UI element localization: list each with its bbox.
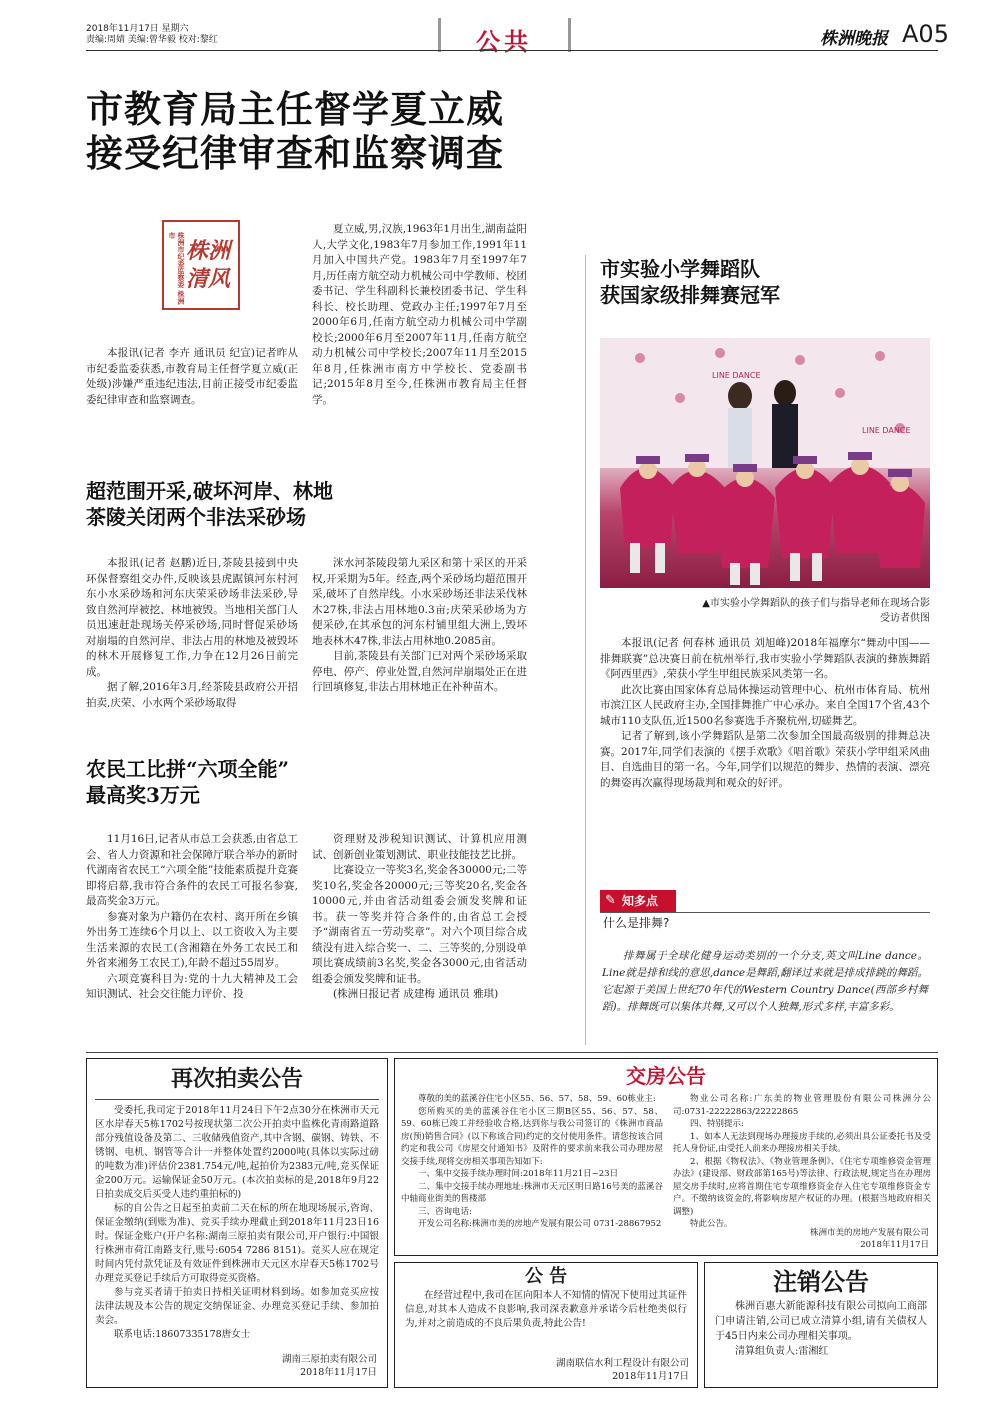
sand-paragraph: 据了解,2016年3月,经茶陵县政府公开招拍卖,庆荣、小水两个采砂场取得 <box>86 681 298 709</box>
know-more-label: 知多点 <box>622 894 659 908</box>
lead-headline-line1: 市教育局主任督学夏立威 <box>86 88 504 131</box>
apology-notice <box>394 1262 698 1388</box>
housing-paragraph: 您所购买的美的蓝溪谷住宅小区三期B区55、56、57、58、59、60栋已竣工并经验收合格,达到你与我公司签订的《株洲市商品房(预)销售合同》(以下称该合同)约定的交付使用条件。请您按该合同约定和我公司《房屋交付通知书》及附件的要求前来我公司办理房屋交接手续,现将交房相关事项告知如下: <box>401 1106 663 1167</box>
housing-paragraph: 四、特别提示: <box>690 1119 744 1129</box>
housing-date: 2018年11月17日 <box>860 1240 929 1250</box>
apology-title: 公 告 <box>524 1266 568 1287</box>
auction-paragraph: 标的自公告之日起至拍卖前二天在标的所在地现场展示,咨询、保证金缴纳(到账为准)、竞买手续办理截止到2018年11月23日16时。保证金账户(开户名称:湖南三原拍卖有限公司,开户银行:中国银行株洲市荷江南路支行,账号:6054 7286 8151)。竞买人应在规定时间内凭付款凭证及有效证件到株洲市天元区水岸春天5栋1702号办理竞买登记手续后方可取得竞买资格。 <box>95 1203 379 1284</box>
worker-paragraph: 比赛设立一等奖3名,奖金各30000元;二等奖10名,奖金各20000元;三等奖20名,奖金各10000元,并由省活动组委会颁发奖牌和证书。获一等奖并符合条件的,由省总工会授予“湖南省五一劳动奖章”。对六个项目综合成绩没有进入综合奖一、二、三等奖的,分别设单项比赛成绩前3名奖,奖金各3000元,由省活动组委会颁发奖牌和证书。 <box>312 864 527 985</box>
worker-headline-line1: 农民工比拼“六项全能” <box>86 757 290 781</box>
know-more-badge <box>600 890 676 912</box>
housing-signer: 株洲市美的房地产发展有限公司 <box>809 1228 929 1238</box>
sand-paragraph: 洣水河茶陵段第九采区和第十采区的开采权,开采期为5年。经查,两个采砂场均超范围开采,破坏了自然岸线。小水采砂场还非法采伐林木27株,非法占用林地0.3亩;庆荣采砂场为方便采砂,在其承包的河东村铺里组大洲上,毁坏地表林木47株,非法占用林地0.2085亩。 <box>312 557 527 647</box>
worker-paragraph: 资理财及涉税知识测试、计算机应用测试、创新创业策划测试、职业技能技艺比拼。 <box>312 833 527 861</box>
dance-paragraph: 记者了解到,该小学舞蹈队是第二次参加全国最高级别的排舞总决赛。2017年,同学们表演的《摆手欢歌》《唱首歌》荣获小学甲组采风曲目、自选曲目的第一名。今年,同学们以规范的舞步、热情的表演、漂亮的舞姿再次赢得现场裁判和观众的好评。 <box>600 730 930 789</box>
newspaper-logo: 株洲晚报 <box>820 29 888 49</box>
qingfeng-stamp <box>162 220 240 310</box>
cancellation-title: 注销公告 <box>773 1268 869 1296</box>
sand-paragraph: 本报讯(记者 赵鹏)近日,茶陵县接到中央环保督察组交办件,反映该县虎踞镇河东村河东小水采砂场和河东庆荣采砂场非法采砂,导致自然河岸被挖、林地被毁。当地相关部门人员迅速赶赴现场关停采砂场,同时督促采砂场对崩塌的自然河岸、非法占用的林地及被毁坏的林木开展修复工作,力争在12月26日前完成。 <box>86 557 298 678</box>
sand-headline <box>86 478 556 530</box>
know-more-rule <box>600 912 930 913</box>
dance-photo-illustration <box>600 338 930 588</box>
worker-paragraph: 11月16日,记者从市总工会获悉,由省总工会、省人力资源和社会保障厅联合举办的新时代湖南省农民工“六项全能”技能素质提升竞赛即将启幕,我市符合条件的农民工可报名参赛,最高奖金3万元。 <box>86 833 298 907</box>
worker-headline <box>86 756 556 808</box>
lead-headline-line2: 接受纪律审查和监察调查 <box>86 132 504 175</box>
know-more-question: 什么是排舞? <box>603 916 670 930</box>
worker-paragraph: 参赛对象为户籍仍在农村、离开所在乡镇外出务工连续6个月以上、以工资收入为主要生活来源的农民工(含湘籍在外务工农民工和外省来湘务工农民工),年龄不超过55周岁。 <box>86 910 298 969</box>
housing-column-1 <box>401 1093 663 1231</box>
worker-paragraph: (株洲日报记者 成建梅 通讯员 雅琪) <box>333 988 499 1000</box>
auction-signature <box>282 1353 377 1379</box>
dance-paragraph: 本报讯(记者 何春林 通讯员 刘旭峰)2018年福摩尔“舞动中国——排舞联赛”总决赛日前在杭州举行,我市实验小学舞蹈队表演的彝族舞蹈《阿西里西》,荣获小学生甲组民族采风类第一名。 <box>600 637 930 680</box>
dance-paragraph: 此次比赛由国家体育总局体操运动管理中心、杭州市体育局、杭州市滨江区人民政府主办,全国排舞推广中心承办。来自全国17个省,43个城市110支队伍,近1500名参赛选手齐聚杭州,切磋舞艺。 <box>600 683 930 727</box>
housing-paragraph: 1、如本人无法到现场办理接房手续的,必须出具公证委托书及受托人身份证,由受托人前来办理接房相关手续。 <box>673 1131 931 1154</box>
housing-paragraph: 一、集中交接手续办理时间:2018年11月21日~23日 <box>418 1169 619 1179</box>
header-meta <box>86 24 218 46</box>
worker-headline-line2: 最高奖3万元 <box>86 783 200 807</box>
lead-headline <box>86 88 686 176</box>
housing-paragraph: 开发公司名称:株洲市美的房地产发展有限公司 0731-28867952 <box>418 1219 662 1229</box>
lead-para-left: 本报讯(记者 李卉 通讯员 纪宣)记者昨从市纪委监委获悉,市教育局主任督学夏立威(正处级)涉嫌严重违纪违法,目前正接受市纪委监委纪律审查和监察调查。 <box>86 347 298 406</box>
column-separator <box>585 255 586 1045</box>
auction-title: 再次拍卖公告 <box>170 1067 303 1092</box>
auction-body <box>87 1104 387 1342</box>
housing-notice <box>394 1058 938 1256</box>
dance-headline-line1: 市实验小学舞蹈队 <box>600 257 760 281</box>
page-number: A05 <box>902 20 949 48</box>
section-name: 公共 <box>476 28 532 56</box>
dance-photo-caption <box>600 596 930 626</box>
housing-paragraph: 物业公司名称:广东美的物业管理股份有限公司株洲分公司:0731-22222863/22222865 <box>673 1094 931 1117</box>
housing-column-2 <box>673 1093 931 1231</box>
auction-notice <box>86 1058 388 1388</box>
apology-body: 在经营过程中,我司在匡向阳本人不知情的情况下使用过其证件信息,对其本人造成不良影响,我司深表歉意并承诺今后杜绝类似行为,并对之前造成的不良后果负责,特此公告! <box>405 1290 687 1329</box>
auction-title-rule <box>95 1099 379 1100</box>
sand-headline-line1: 超范围开采,破坏河岸、林地 <box>86 479 333 503</box>
stamp-side-text: 株洲市纪委监察委 株洲市 <box>168 232 186 305</box>
apology-date: 2018年11月17日 <box>612 1371 689 1382</box>
caption-line-1: ▲市实验小学舞蹈队的孩子们与指导老师在现场合影 <box>702 598 930 609</box>
cancellation-contact: 清算组负责人:雷湘红 <box>735 1346 829 1357</box>
sand-paragraph: 目前,茶陵县有关部门已对两个采砂场采取停电、停产、停业处置,自然河岸崩塌处正在进行回填修复,非法占用林地正在补种苗木。 <box>312 650 527 693</box>
photo-banner-text: LINE DANCE <box>862 426 911 435</box>
cancellation-body: 株洲百惠大新能源科技有限公司拟向工商部门申请注销,公司已成立清算小组,请有关债权人于45日内来公司办理相关事项。 <box>715 1301 927 1342</box>
auction-contact: 联系电话:18607335178唐女士 <box>114 1329 251 1340</box>
cancellation-notice <box>704 1262 938 1388</box>
housing-paragraph: 特此公告。 <box>690 1219 733 1229</box>
header-divider-left <box>438 18 441 52</box>
housing-paragraph: 三、咨询电话: <box>418 1206 472 1217</box>
auction-date: 2018年11月17日 <box>300 1367 377 1378</box>
header-rule <box>86 50 938 51</box>
housing-title: 交房公告 <box>626 1064 706 1088</box>
dance-headline-line2: 获国家级排舞赛冠军 <box>600 283 780 307</box>
housing-paragraph: 2、根据《物权法》、《物业管理条例》、《住宅专项维修资金管理办法》(建设部、财政部第165号)等法律、行政法规,规定当在办理房屋交房手续时,应将首期住宅专项维修资金存入住宅专项维修资金专户。不缴纳该资金的,将影响房屋产权证的办理。(根据当地政府相关调整) <box>673 1156 931 1217</box>
housing-paragraph: 尊敬的美的蓝溪谷住宅小区55、56、57、58、59、60栋业主: <box>418 1094 656 1104</box>
lead-para-right: 夏立威,男,汉族,1963年1月出生,湖南益阳人,大学文化,1983年7月参加工作,1991年11月加入中国共产党。1983年7月至1997年7月,历任南方航空动力机械公司中学教师、校团委书记、学生科副科长兼校团委书记、学生科科长、校长助理、党政办主任;1997年7月至2000年6月,任南方航空动力机械公司中学副校长;2000年6月至2007年11月,任南方航空动力机械公司中学校长;2007年11月至2015年8月,任株洲市南方中学校长、党委副书记;2015年8月至今,任株洲市教育局主任督学。 <box>312 223 527 406</box>
auction-paragraph: 参与竞买者请于拍卖日持相关证明材料到场。如参加竞买应按法律法规及本公告的规定交纳保证金、办理竞买登记手续、参加拍卖会。 <box>95 1287 379 1326</box>
apology-signer: 湖南联信水利工程设计有限公司 <box>555 1358 689 1369</box>
sand-column-2 <box>312 556 527 696</box>
photo-banner-text: LINE DANCE <box>712 371 761 380</box>
know-more-text: 排舞属于全球化健身运动类别的一个分支,英文叫Line dance。Line就是排和线的意思,dance是舞蹈,翻译过来就是排成排跳的舞蹈。它起源于美国上世纪70年代的Western Country Dance(西部乡村舞蹈)。排舞既可以集体共舞,又可以个人独舞,形式多样,丰富多彩。 <box>602 950 928 1013</box>
header-divider-right <box>568 18 571 52</box>
dance-body <box>600 636 930 791</box>
header-date: 2018年11月17日 星期六 <box>86 24 189 34</box>
sand-column-1 <box>86 556 298 711</box>
dance-team-photo <box>600 338 930 588</box>
auction-paragraph: 受委托,我司定于2018年11月24日下午2点30分在株洲市天元区水岸春天5栋1702号按现状第二次公开拍卖中监株化青雨路道路部分残值设备及第二、三收储残值资产,其中含钢、碳钢、铸铁、不锈钢、电机、钢管等合计一并整体处置约2000吨(具体以实际过磅的吨数为准)评估价2381.754元/吨,起拍价为2383元/吨,竞买保证金200万元。运输保证金50万元。(本次拍卖标的是,2018年9月22日拍卖成交后买受人违约重拍标的) <box>95 1105 379 1200</box>
auction-signer: 湖南三原拍卖有限公司 <box>281 1354 377 1365</box>
apology-signature <box>556 1357 689 1383</box>
stamp-main-text: 株洲 清风 <box>186 238 231 292</box>
ads-top-rule <box>86 1052 938 1053</box>
dance-headline <box>600 256 930 308</box>
sand-headline-line2: 茶陵关闭两个非法采砂场 <box>86 505 306 529</box>
caption-line-2: 受访者供图 <box>880 613 930 624</box>
speech-bubble-icon: ✎ <box>605 893 616 908</box>
worker-column-1 <box>86 832 298 1003</box>
header-editors: 责编:周婧 美编:曾华毅 校对:黎红 <box>86 35 218 45</box>
worker-column-2 <box>312 832 527 1003</box>
worker-paragraph: 六项竞赛科目为:党的十九大精神及工会知识测试、社会交往能力评价、投 <box>86 972 298 1000</box>
housing-signature <box>810 1227 929 1251</box>
housing-paragraph: 二、集中交接手续办理地址:株洲市天元区明日路16号美的蓝溪谷中轴商业街美的售楼部 <box>401 1181 663 1204</box>
